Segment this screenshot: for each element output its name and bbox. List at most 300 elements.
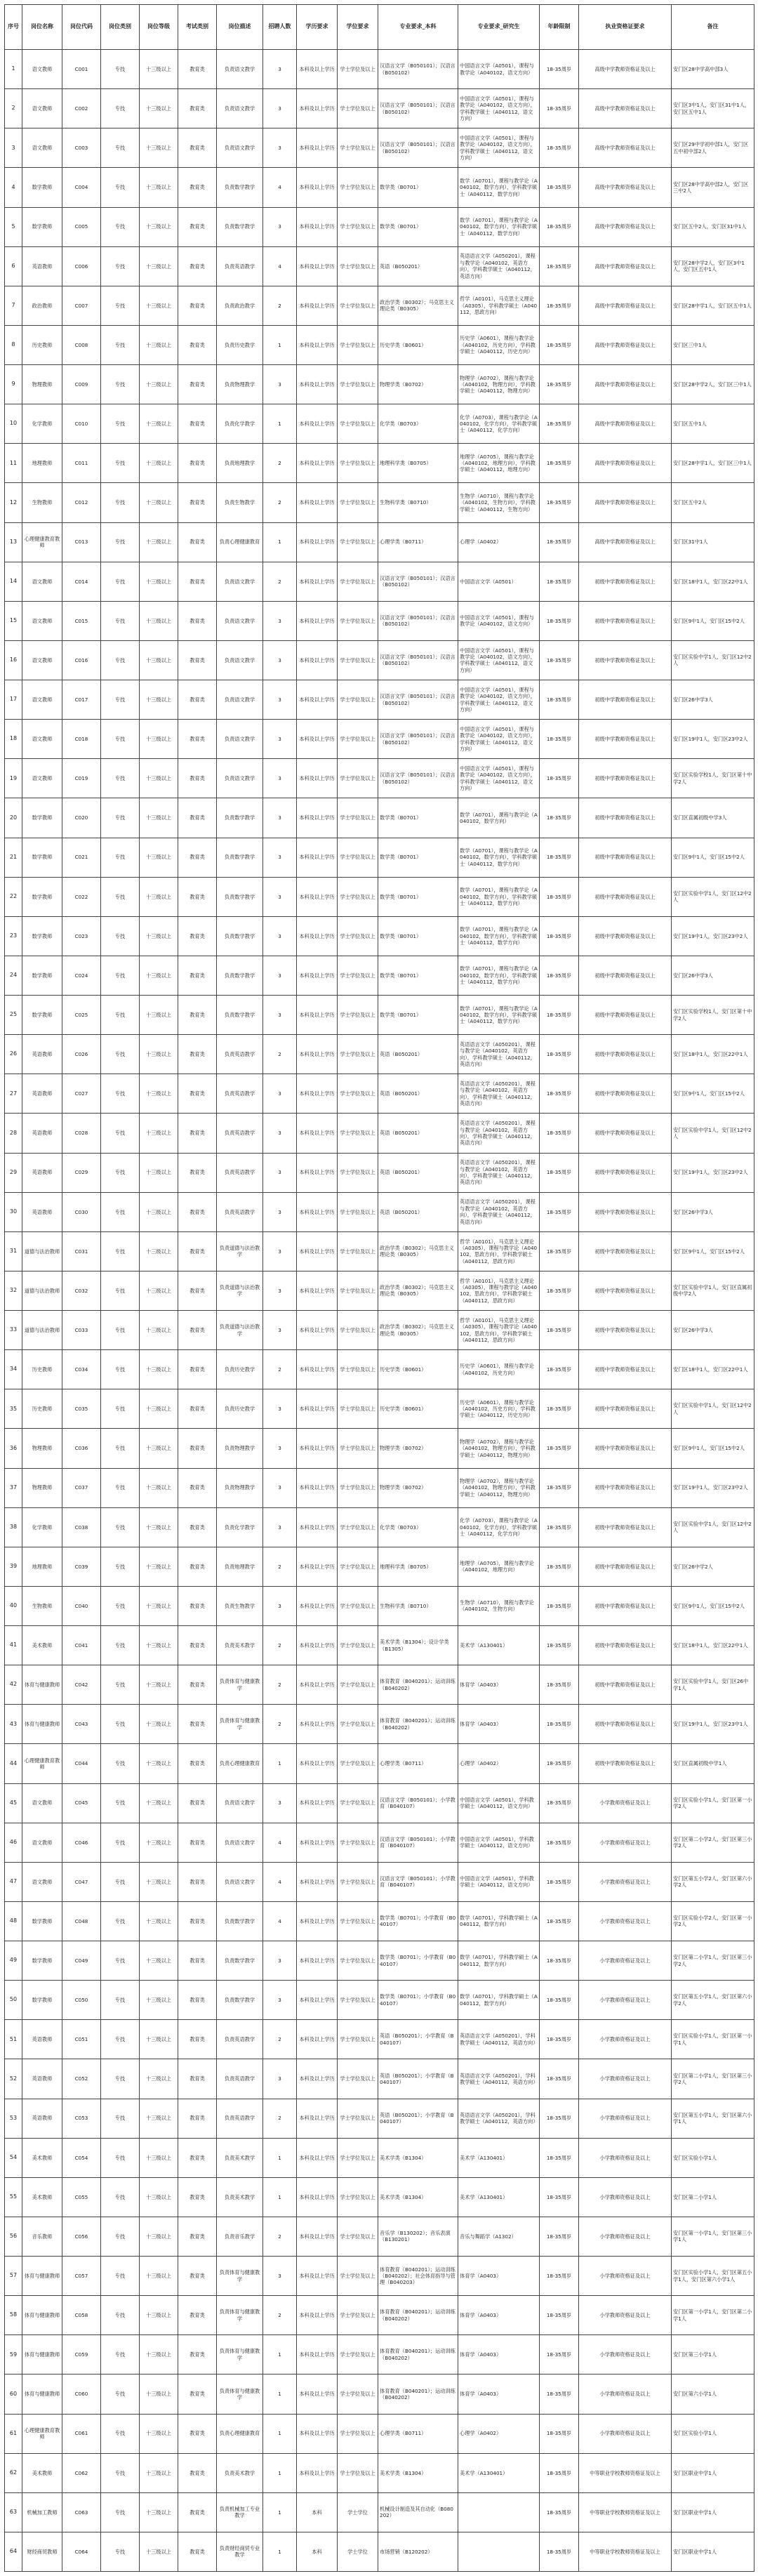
cell-post-name: 语文教师 bbox=[22, 562, 62, 601]
cell-age-limit: 18-35周岁 bbox=[540, 325, 579, 364]
cell-education: 本科及以上学历 bbox=[297, 1507, 338, 1547]
cell-remarks: 安门区实验中学1人，安门区12中2人 bbox=[672, 877, 754, 916]
cell-certificate: 小学教师资格证及以上 bbox=[579, 2099, 672, 2138]
cell-certificate: 初级中学教师资格证及以上 bbox=[579, 1547, 672, 1586]
cell-remarks: 安门区31中1人 bbox=[672, 522, 754, 562]
cell-degree: 学士学位及以上 bbox=[338, 640, 378, 680]
cell-certificate: 高级中学教师资格证及以上 bbox=[579, 246, 672, 286]
cell-exam-type: 教育类 bbox=[178, 1626, 217, 1665]
cell-headcount: 2 bbox=[263, 286, 297, 325]
cell-index: 3 bbox=[5, 128, 22, 168]
cell-age-limit: 18-35周岁 bbox=[540, 2257, 579, 2296]
cell-post-description: 负责语文教学 bbox=[217, 128, 263, 168]
cell-major-graduate: 体育学（A0403） bbox=[458, 2374, 540, 2414]
cell-post-description: 负责语文教学 bbox=[217, 1783, 263, 1823]
cell-major-graduate: 心理学（A0402） bbox=[458, 2414, 540, 2453]
cell-remarks: 安门区直属初级中学3人 bbox=[672, 798, 754, 838]
cell-degree: 学士学位及以上 bbox=[338, 798, 378, 838]
cell-headcount: 3 bbox=[263, 680, 297, 720]
cell-post-code: C029 bbox=[62, 1153, 101, 1192]
table-row bbox=[5, 562, 754, 601]
cell-degree: 学士学位 bbox=[338, 2492, 378, 2532]
cell-headcount: 3 bbox=[263, 1271, 297, 1310]
cell-major-graduate: 地理学（A0705），课程与教学论（A040102，地理方向） bbox=[458, 1547, 540, 1586]
cell-age-limit: 18-35周岁 bbox=[540, 365, 579, 404]
cell-headcount: 3 bbox=[263, 365, 297, 404]
cell-post-level: 十三级以上 bbox=[140, 2532, 178, 2571]
cell-major-undergrad: 数学类（B0701） bbox=[378, 877, 458, 916]
cell-index: 35 bbox=[5, 1389, 22, 1429]
cell-headcount: 1 bbox=[263, 2335, 297, 2374]
cell-remarks: 安门区28中学高中部2人，安门区三中2人 bbox=[672, 168, 754, 207]
cell-index: 30 bbox=[5, 1192, 22, 1231]
cell-post-description: 负责语文教学 bbox=[217, 89, 263, 128]
cell-certificate: 小学教师资格证及以上 bbox=[579, 2138, 672, 2177]
cell-major-undergrad: 汉语言文学（B050101）；小学教育（B040107） bbox=[378, 1862, 458, 1901]
cell-certificate: 小学教师资格证及以上 bbox=[579, 2296, 672, 2335]
cell-major-undergrad: 汉语言文学（B050101）；小学教育（B040107） bbox=[378, 1783, 458, 1823]
cell-exam-type: 教育类 bbox=[178, 1035, 217, 1074]
cell-post-description: 负责物理教学 bbox=[217, 1468, 263, 1507]
cell-post-description: 负责数学教学 bbox=[217, 877, 263, 916]
cell-index: 22 bbox=[5, 877, 22, 916]
cell-post-category: 专技 bbox=[101, 1035, 140, 1074]
col-header-remarks: 备注 bbox=[672, 5, 754, 50]
cell-post-category: 专技 bbox=[101, 1311, 140, 1350]
cell-exam-type: 教育类 bbox=[178, 2492, 217, 2532]
table-row bbox=[5, 483, 754, 522]
cell-exam-type: 教育类 bbox=[178, 483, 217, 522]
cell-major-graduate: 数学（A0701），课程与教学论（A040102，数学方向），学科教学硕士（A040112，数学方向） bbox=[458, 956, 540, 995]
cell-age-limit: 18-35周岁 bbox=[540, 246, 579, 286]
cell-degree: 学士学位及以上 bbox=[338, 522, 378, 562]
cell-major-undergrad: 汉语言文学（B050101）；汉语言（B050102） bbox=[378, 128, 458, 168]
table-row bbox=[5, 2374, 754, 2414]
cell-age-limit: 18-35周岁 bbox=[540, 1823, 579, 1862]
table-row bbox=[5, 680, 754, 720]
cell-education: 本科及以上学历 bbox=[297, 2177, 338, 2217]
cell-post-level: 十三级以上 bbox=[140, 1271, 178, 1310]
cell-education: 本科及以上学历 bbox=[297, 1705, 338, 1744]
table-row bbox=[5, 1783, 754, 1823]
cell-index: 17 bbox=[5, 680, 22, 720]
cell-post-name: 英语教师 bbox=[22, 1153, 62, 1192]
cell-education: 本科及以上学历 bbox=[297, 759, 338, 798]
cell-certificate: 初级中学教师资格证及以上 bbox=[579, 720, 672, 759]
cell-exam-type: 教育类 bbox=[178, 1074, 217, 1114]
cell-post-code: C052 bbox=[62, 2059, 101, 2099]
cell-post-level: 十三级以上 bbox=[140, 562, 178, 601]
cell-post-description: 负责英语教学 bbox=[217, 2059, 263, 2099]
cell-post-description: 负责化学教学 bbox=[217, 404, 263, 444]
cell-education: 本科及以上学历 bbox=[297, 1941, 338, 1981]
cell-post-code: C001 bbox=[62, 50, 101, 89]
cell-post-level: 十三级以上 bbox=[140, 601, 178, 640]
cell-age-limit: 18-35周岁 bbox=[540, 286, 579, 325]
cell-education: 本科及以上学历 bbox=[297, 50, 338, 89]
cell-major-graduate: 美术学（A130401） bbox=[458, 2177, 540, 2217]
cell-post-level: 十三级以上 bbox=[140, 916, 178, 956]
cell-index: 27 bbox=[5, 1074, 22, 1114]
cell-post-code: C058 bbox=[62, 2296, 101, 2335]
cell-major-undergrad: 英语（B050201） bbox=[378, 246, 458, 286]
cell-remarks: 安门区28中学2人，安门区3中1人，安门区五中1人 bbox=[672, 246, 754, 286]
cell-post-code: C042 bbox=[62, 1665, 101, 1705]
cell-major-graduate: 中国语言文学（A0501），学科教学硕士（A040112，语文方向） bbox=[458, 1823, 540, 1862]
cell-major-undergrad: 数学类（B0701） bbox=[378, 798, 458, 838]
cell-post-code: C051 bbox=[62, 2020, 101, 2059]
cell-post-name: 政治教师 bbox=[22, 286, 62, 325]
cell-post-code: C046 bbox=[62, 1823, 101, 1862]
cell-headcount: 3 bbox=[263, 916, 297, 956]
cell-remarks: 安门区18中1人，安门区22中1人 bbox=[672, 1035, 754, 1074]
cell-index: 5 bbox=[5, 207, 22, 246]
cell-post-description: 负责政治教学 bbox=[217, 286, 263, 325]
cell-major-graduate: 哲学（A0101），马克思主义理论（A0305），课程与教学论（A040102，思政方向），学科教学硕士（A040112，思政方向） bbox=[458, 1231, 540, 1271]
table-row bbox=[5, 1271, 754, 1310]
cell-exam-type: 教育类 bbox=[178, 1271, 217, 1310]
cell-education: 本科及以上学历 bbox=[297, 2453, 338, 2492]
cell-major-undergrad: 心理学类（B0711） bbox=[378, 522, 458, 562]
cell-education: 本科及以上学历 bbox=[297, 2374, 338, 2414]
cell-headcount: 2 bbox=[263, 1035, 297, 1074]
cell-index: 7 bbox=[5, 286, 22, 325]
cell-degree: 学士学位及以上 bbox=[338, 2138, 378, 2177]
cell-post-code: C063 bbox=[62, 2492, 101, 2532]
cell-index: 11 bbox=[5, 444, 22, 483]
cell-major-graduate: 数学（A0701），学科教学硕士（A040112，数学方向） bbox=[458, 1901, 540, 1941]
cell-headcount: 1 bbox=[263, 2414, 297, 2453]
cell-index: 51 bbox=[5, 2020, 22, 2059]
cell-post-level: 十三级以上 bbox=[140, 2020, 178, 2059]
cell-major-graduate: 历史学（A0601），课程与教学论（A040102，历史方向），学科教学硕士（A040112，历史方向） bbox=[458, 325, 540, 364]
cell-exam-type: 教育类 bbox=[178, 1507, 217, 1547]
cell-degree: 学士学位及以上 bbox=[338, 286, 378, 325]
cell-post-description: 负责心理健康教育 bbox=[217, 2414, 263, 2453]
cell-post-category: 专技 bbox=[101, 720, 140, 759]
cell-exam-type: 教育类 bbox=[178, 2414, 217, 2453]
cell-exam-type: 教育类 bbox=[178, 128, 217, 168]
cell-major-undergrad: 数学类（B0701）；小学教育（B040107） bbox=[378, 1981, 458, 2020]
cell-index: 48 bbox=[5, 1901, 22, 1941]
cell-age-limit: 18-35周岁 bbox=[540, 562, 579, 601]
cell-post-description: 负责地理教学 bbox=[217, 1547, 263, 1586]
cell-post-category: 专技 bbox=[101, 1231, 140, 1271]
cell-post-category: 专技 bbox=[101, 89, 140, 128]
cell-post-name: 数学教师 bbox=[22, 877, 62, 916]
cell-certificate: 高级中学教师资格证及以上 bbox=[579, 128, 672, 168]
cell-post-category: 专技 bbox=[101, 877, 140, 916]
table-row bbox=[5, 286, 754, 325]
cell-post-category: 专技 bbox=[101, 2138, 140, 2177]
table-row bbox=[5, 522, 754, 562]
cell-post-name: 英语教师 bbox=[22, 2059, 62, 2099]
cell-major-graduate: 生物学（A0710），课程与教学论（A040102，生物方向） bbox=[458, 1586, 540, 1625]
cell-post-name: 语文教师 bbox=[22, 601, 62, 640]
col-header-major-undergrad: 专业要求_本科 bbox=[378, 5, 458, 50]
cell-education: 本科及以上学历 bbox=[297, 2099, 338, 2138]
cell-headcount: 4 bbox=[263, 1823, 297, 1862]
cell-index: 6 bbox=[5, 246, 22, 286]
cell-education: 本科及以上学历 bbox=[297, 286, 338, 325]
cell-index: 43 bbox=[5, 1705, 22, 1744]
cell-exam-type: 教育类 bbox=[178, 1862, 217, 1901]
cell-education: 本科及以上学历 bbox=[297, 1271, 338, 1310]
cell-index: 12 bbox=[5, 483, 22, 522]
cell-age-limit: 18-35周岁 bbox=[540, 1389, 579, 1429]
cell-education: 本科及以上学历 bbox=[297, 1626, 338, 1665]
cell-degree: 学士学位及以上 bbox=[338, 1114, 378, 1153]
cell-age-limit: 18-35周岁 bbox=[540, 168, 579, 207]
cell-education: 本科及以上学历 bbox=[297, 246, 338, 286]
cell-post-name: 数学教师 bbox=[22, 207, 62, 246]
cell-remarks: 安门区第五小学1人，安门区第六小学2人 bbox=[672, 1981, 754, 2020]
cell-degree: 学士学位及以上 bbox=[338, 720, 378, 759]
cell-post-level: 十三级以上 bbox=[140, 207, 178, 246]
cell-index: 31 bbox=[5, 1231, 22, 1271]
cell-post-category: 专技 bbox=[101, 1586, 140, 1625]
cell-post-name: 语文教师 bbox=[22, 128, 62, 168]
cell-post-name: 英语教师 bbox=[22, 2099, 62, 2138]
cell-index: 59 bbox=[5, 2335, 22, 2374]
cell-age-limit: 18-35周岁 bbox=[540, 1114, 579, 1153]
cell-remarks: 安门区9中1人，安门区15中2人 bbox=[672, 838, 754, 877]
cell-remarks: 安门区职业中学1人 bbox=[672, 2453, 754, 2492]
cell-post-category: 专技 bbox=[101, 2296, 140, 2335]
cell-degree: 学士学位及以上 bbox=[338, 2099, 378, 2138]
cell-age-limit: 18-35周岁 bbox=[540, 2099, 579, 2138]
cell-major-graduate: 地理学（A0705），课程与教学论（A040102，地理方向），学科教学硕士（A040112，地理方向） bbox=[458, 444, 540, 483]
cell-post-category: 专技 bbox=[101, 640, 140, 680]
cell-post-name: 心理健康教育教师 bbox=[22, 2414, 62, 2453]
cell-post-level: 十三级以上 bbox=[140, 2177, 178, 2217]
cell-post-level: 十三级以上 bbox=[140, 1389, 178, 1429]
cell-degree: 学士学位及以上 bbox=[338, 128, 378, 168]
cell-degree: 学士学位及以上 bbox=[338, 996, 378, 1035]
cell-education: 本科及以上学历 bbox=[297, 838, 338, 877]
cell-post-level: 十三级以上 bbox=[140, 720, 178, 759]
cell-headcount: 1 bbox=[263, 2532, 297, 2571]
cell-education: 本科及以上学历 bbox=[297, 2020, 338, 2059]
cell-post-level: 十三级以上 bbox=[140, 1429, 178, 1468]
cell-post-category: 专技 bbox=[101, 1941, 140, 1981]
cell-degree: 学士学位及以上 bbox=[338, 1705, 378, 1744]
cell-major-undergrad: 体育教育（B040201）；运动训练（B040202） bbox=[378, 2296, 458, 2335]
cell-education: 本科及以上学历 bbox=[297, 720, 338, 759]
cell-remarks: 安门区19中1人，安门区23中1人 bbox=[672, 1705, 754, 1744]
cell-remarks: 安门区实验中学1人，安门区12中2人 bbox=[672, 1114, 754, 1153]
table-row bbox=[5, 1114, 754, 1153]
cell-certificate: 初级中学教师资格证及以上 bbox=[579, 1350, 672, 1389]
cell-major-undergrad: 美术学类（B1304） bbox=[378, 2453, 458, 2492]
cell-exam-type: 教育类 bbox=[178, 2257, 217, 2296]
cell-major-graduate: 英语语言文学（A050201），课程与教学论（A040102，英语方向），学科教学硕士（A040112，英语方向） bbox=[458, 1035, 540, 1074]
cell-headcount: 1 bbox=[263, 325, 297, 364]
cell-headcount: 3 bbox=[263, 2059, 297, 2099]
table-row bbox=[5, 1941, 754, 1981]
cell-post-code: C061 bbox=[62, 2414, 101, 2453]
cell-post-level: 十三级以上 bbox=[140, 444, 178, 483]
cell-index: 14 bbox=[5, 562, 22, 601]
cell-headcount: 4 bbox=[263, 246, 297, 286]
cell-post-level: 十三级以上 bbox=[140, 1468, 178, 1507]
cell-post-category: 专技 bbox=[101, 916, 140, 956]
cell-education: 本科及以上学历 bbox=[297, 1074, 338, 1114]
cell-post-category: 专技 bbox=[101, 1192, 140, 1231]
cell-post-level: 十三级以上 bbox=[140, 365, 178, 404]
table-row bbox=[5, 1074, 754, 1114]
cell-index: 18 bbox=[5, 720, 22, 759]
cell-major-graduate: 中国语言文学（A0501），课程与教学论（A040102，语文方向），学科教学硕士（A040112，语文方向） bbox=[458, 640, 540, 680]
cell-post-name: 英语教师 bbox=[22, 2020, 62, 2059]
cell-degree: 学士学位及以上 bbox=[338, 2374, 378, 2414]
table-row bbox=[5, 996, 754, 1035]
cell-exam-type: 教育类 bbox=[178, 759, 217, 798]
cell-exam-type: 教育类 bbox=[178, 50, 217, 89]
cell-major-undergrad: 英语（B050201） bbox=[378, 1035, 458, 1074]
cell-education: 本科及以上学历 bbox=[297, 2059, 338, 2099]
cell-degree: 学士学位及以上 bbox=[338, 1981, 378, 2020]
cell-major-graduate: 物理学（A0702），课程与教学论（A040102，物理方向），学科教学硕士（A040112，物理方向） bbox=[458, 1429, 540, 1468]
cell-age-limit: 18-35周岁 bbox=[540, 601, 579, 640]
cell-major-undergrad: 美术学类（B1304） bbox=[378, 2138, 458, 2177]
cell-post-description: 负责地理教学 bbox=[217, 444, 263, 483]
cell-remarks: 安门区9中1人，安门区15中2人 bbox=[672, 1074, 754, 1114]
cell-age-limit: 18-35周岁 bbox=[540, 2296, 579, 2335]
cell-index: 41 bbox=[5, 1626, 22, 1665]
cell-post-level: 十三级以上 bbox=[140, 2257, 178, 2296]
cell-headcount: 3 bbox=[263, 601, 297, 640]
cell-exam-type: 教育类 bbox=[178, 1901, 217, 1941]
cell-index: 24 bbox=[5, 956, 22, 995]
cell-major-graduate: 数学（A0701），课程与教学论（A040102，数学方向），学科教学硕士（A040112，数学方向） bbox=[458, 207, 540, 246]
cell-remarks: 安门区实验小学1人，安门区第五小学1人，安门区第六小学1人 bbox=[672, 2257, 754, 2296]
cell-certificate: 初级中学教师资格证及以上 bbox=[579, 1429, 672, 1468]
cell-post-name: 财经商贸教师 bbox=[22, 2532, 62, 2571]
cell-remarks: 安门区29中学初中部1人，安门区五中初中部2人 bbox=[672, 128, 754, 168]
cell-age-limit: 18-35周岁 bbox=[540, 2138, 579, 2177]
table-row bbox=[5, 246, 754, 286]
cell-post-category: 专技 bbox=[101, 1665, 140, 1705]
cell-degree: 学士学位及以上 bbox=[338, 2059, 378, 2099]
cell-major-graduate: 体育学（A0403） bbox=[458, 2257, 540, 2296]
cell-headcount: 3 bbox=[263, 1586, 297, 1625]
cell-headcount: 3 bbox=[263, 1468, 297, 1507]
cell-post-category: 专技 bbox=[101, 1350, 140, 1389]
cell-remarks: 安门区实验小学1人，安门区第一小学2人 bbox=[672, 1783, 754, 1823]
cell-headcount: 1 bbox=[263, 2374, 297, 2414]
cell-age-limit: 18-35周岁 bbox=[540, 1035, 579, 1074]
cell-headcount: 3 bbox=[263, 89, 297, 128]
cell-post-name: 道德与法治教师 bbox=[22, 1231, 62, 1271]
table-row bbox=[5, 640, 754, 680]
table-row bbox=[5, 128, 754, 168]
table-row bbox=[5, 956, 754, 995]
cell-post-name: 体育与健康教师 bbox=[22, 2374, 62, 2414]
cell-index: 21 bbox=[5, 838, 22, 877]
cell-certificate: 小学教师资格证及以上 bbox=[579, 1901, 672, 1941]
header-row bbox=[5, 5, 754, 50]
cell-post-description: 负责体育与健康教学 bbox=[217, 2374, 263, 2414]
cell-degree: 学士学位及以上 bbox=[338, 325, 378, 364]
cell-post-description: 负责数学教学 bbox=[217, 838, 263, 877]
cell-major-graduate: 中国语言文学（A0501），课程与教学论（A040102，语文方向），学科教学硕士（A040112，语文方向） bbox=[458, 89, 540, 128]
cell-major-graduate: 心理学（A0402） bbox=[458, 1744, 540, 1783]
cell-post-level: 十三级以上 bbox=[140, 128, 178, 168]
cell-post-level: 十三级以上 bbox=[140, 996, 178, 1035]
cell-exam-type: 教育类 bbox=[178, 1547, 217, 1586]
cell-major-undergrad: 市场营销（B120202） bbox=[378, 2532, 458, 2571]
table-row bbox=[5, 1705, 754, 1744]
cell-degree: 学士学位及以上 bbox=[338, 838, 378, 877]
cell-major-undergrad: 汉语言文学（B050101）；汉语言（B050102） bbox=[378, 640, 458, 680]
cell-post-category: 专技 bbox=[101, 759, 140, 798]
cell-exam-type: 教育类 bbox=[178, 286, 217, 325]
cell-exam-type: 教育类 bbox=[178, 2138, 217, 2177]
cell-post-description: 负责道德与法治教学 bbox=[217, 1271, 263, 1310]
cell-post-level: 十三级以上 bbox=[140, 1231, 178, 1271]
cell-major-undergrad: 体育教育（B040201）；运动训练（B040202）；社会体育指导与管理（B040203） bbox=[378, 2257, 458, 2296]
cell-age-limit: 18-35周岁 bbox=[540, 1350, 579, 1389]
table-row bbox=[5, 1901, 754, 1941]
cell-remarks: 安门区19中1人，安门区23中2人 bbox=[672, 720, 754, 759]
cell-post-level: 十三级以上 bbox=[140, 1744, 178, 1783]
cell-exam-type: 教育类 bbox=[178, 1350, 217, 1389]
table-row bbox=[5, 365, 754, 404]
cell-degree: 学士学位及以上 bbox=[338, 1350, 378, 1389]
cell-index: 64 bbox=[5, 2532, 22, 2571]
cell-certificate: 初级中学教师资格证及以上 bbox=[579, 838, 672, 877]
cell-major-graduate: 体育学（A0403） bbox=[458, 2335, 540, 2374]
cell-index: 63 bbox=[5, 2492, 22, 2532]
cell-headcount: 2 bbox=[263, 1547, 297, 1586]
cell-post-level: 十三级以上 bbox=[140, 522, 178, 562]
cell-degree: 学士学位及以上 bbox=[338, 483, 378, 522]
cell-age-limit: 18-35周岁 bbox=[540, 798, 579, 838]
cell-major-undergrad: 心理学类（B0711） bbox=[378, 1744, 458, 1783]
cell-age-limit: 18-35周岁 bbox=[540, 759, 579, 798]
cell-age-limit: 18-35周岁 bbox=[540, 89, 579, 128]
cell-age-limit: 18-35周岁 bbox=[540, 1192, 579, 1231]
cell-index: 39 bbox=[5, 1547, 22, 1586]
cell-post-level: 十三级以上 bbox=[140, 759, 178, 798]
cell-exam-type: 教育类 bbox=[178, 89, 217, 128]
cell-post-name: 生物教师 bbox=[22, 1586, 62, 1625]
cell-major-undergrad: 英语（B050201）；小学教育（B040107） bbox=[378, 2020, 458, 2059]
cell-post-level: 十三级以上 bbox=[140, 1626, 178, 1665]
table-row bbox=[5, 50, 754, 89]
table-row bbox=[5, 2059, 754, 2099]
cell-post-code: C021 bbox=[62, 838, 101, 877]
cell-index: 45 bbox=[5, 1783, 22, 1823]
cell-education: 本科及以上学历 bbox=[297, 1429, 338, 1468]
cell-post-level: 十三级以上 bbox=[140, 483, 178, 522]
cell-remarks: 安门区第一小学1人，安门区第二小学1人 bbox=[672, 2296, 754, 2335]
cell-age-limit: 18-35周岁 bbox=[540, 1941, 579, 1981]
cell-headcount: 1 bbox=[263, 2453, 297, 2492]
cell-education: 本科及以上学历 bbox=[297, 601, 338, 640]
cell-post-category: 专技 bbox=[101, 365, 140, 404]
cell-post-name: 语文教师 bbox=[22, 1783, 62, 1823]
cell-index: 55 bbox=[5, 2177, 22, 2217]
cell-major-graduate: 中国语言文学（A0501） bbox=[458, 562, 540, 601]
cell-post-level: 十三级以上 bbox=[140, 2099, 178, 2138]
cell-education: 本科及以上学历 bbox=[297, 916, 338, 956]
cell-major-graduate: 历史学（A0601），课程与教学论（A040102，历史方向），学科教学硕士（A040112，历史方向） bbox=[458, 1389, 540, 1429]
cell-post-level: 十三级以上 bbox=[140, 1547, 178, 1586]
cell-degree: 学士学位及以上 bbox=[338, 50, 378, 89]
cell-major-undergrad: 生物科学类（B0710） bbox=[378, 483, 458, 522]
